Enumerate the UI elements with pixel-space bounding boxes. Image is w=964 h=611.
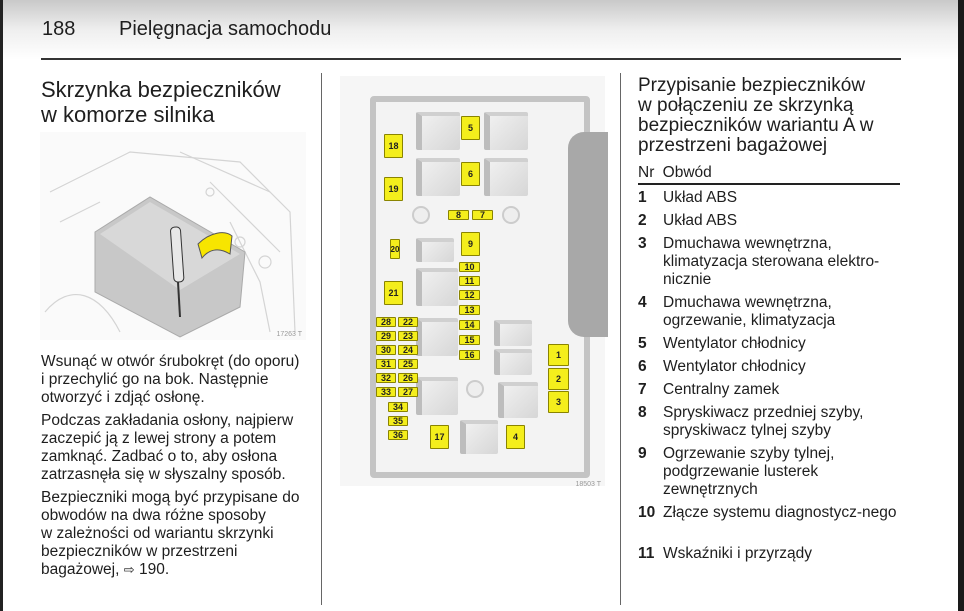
relay (416, 268, 458, 306)
arrow-reference-icon: ⇨ (123, 562, 135, 577)
fuse-5: 5 (461, 116, 480, 140)
page-number: 188 (42, 18, 76, 40)
paragraph-close-cover: Podczas zakładania osłony, najpierw zaczepić ją z lewej strony a potem zamknąć. Zadbać o to, aby osłona zatrzasnęła się w słyszalny sposób. (41, 412, 294, 483)
paragraph-fuse-variants: Bezpieczniki mogą być przypisane do obwodów na dwa różne sposoby w zależności od wariantu skrzynki bezpieczników w przestrzeni bagażowej, ⇨ 190. (41, 489, 300, 578)
fuse-27: 27 (398, 387, 418, 397)
bolt (502, 206, 520, 224)
fuse-35: 35 (388, 416, 408, 426)
relay (416, 377, 458, 415)
bolt (466, 380, 484, 398)
table-row: 6 Wentylator chłodnicy (638, 358, 806, 375)
relay (416, 112, 460, 150)
bolt (412, 206, 430, 224)
table-row: 10 Złącze systemu diagnostycz-nego (638, 504, 897, 521)
fuse-34: 34 (388, 402, 408, 412)
fuse-22: 22 (398, 317, 418, 327)
fuse-18: 18 (384, 134, 403, 158)
relay (484, 158, 528, 196)
page-reference-link[interactable]: 190. (138, 561, 170, 578)
fuse-4: 4 (506, 425, 525, 449)
fuse-17: 17 (430, 425, 449, 449)
fuse-7: 7 (472, 210, 493, 220)
fuse-15: 15 (459, 335, 480, 345)
engine-fusebox-illustration (40, 132, 306, 340)
fuse-28: 28 (376, 317, 396, 327)
column-divider-1 (321, 73, 322, 605)
fuse-11: 11 (459, 276, 480, 286)
table-row: 3 Dmuchawa wewnętrzna, klimatyzacja sterowana elektro-nicznie (638, 235, 880, 288)
fuse-24: 24 (398, 345, 418, 355)
diagram-figure-id: 18503 T (575, 481, 601, 488)
relay (416, 238, 454, 262)
table-row: 2 Układ ABS (638, 212, 738, 229)
illustration-id: 17263 T (276, 331, 302, 338)
relay (484, 112, 528, 150)
fuse-16: 16 (459, 350, 480, 360)
page-edge-left (0, 0, 3, 611)
fuse-29: 29 (376, 331, 396, 341)
fuse-10: 10 (459, 262, 480, 272)
fuse-26: 26 (398, 373, 418, 383)
relay (416, 318, 458, 356)
fuse-12: 12 (459, 290, 480, 300)
relay (460, 420, 498, 454)
fuse-box-housing (370, 96, 590, 478)
fuse-8: 8 (448, 210, 469, 220)
table-row: 1 Układ ABS (638, 189, 738, 206)
fuse-31: 31 (376, 359, 396, 369)
fuse-14: 14 (459, 320, 480, 330)
fuse-table-header (638, 164, 716, 182)
fuse-6: 6 (461, 162, 480, 186)
fuse-19: 19 (384, 177, 403, 201)
left-heading: Skrzynka bezpieczników w komorze silnika (41, 77, 281, 127)
header-rule (41, 58, 901, 60)
fuse-33: 33 (376, 387, 396, 397)
fuse-3: 3 (548, 391, 569, 413)
relay (416, 158, 460, 196)
section-title: Pielęgnacja samochodu (119, 18, 332, 40)
table-row: 4 Dmuchawa wewnętrzna, ogrzewanie, klimatyzacja (638, 294, 836, 329)
relay (494, 349, 532, 375)
fuse-21: 21 (384, 281, 403, 305)
fuse-20: 20 (390, 239, 400, 259)
column-header-circuit: Obwód (662, 164, 712, 181)
page-edge-right (958, 0, 964, 611)
table-row: 9 Ogrzewanie szyby tylnej, podgrzewanie lusterek zewnętrznych (638, 445, 835, 498)
column-divider-2 (620, 73, 621, 605)
connector-bar (568, 132, 608, 337)
table-row: 5 Wentylator chłodnicy (638, 335, 806, 352)
relay (494, 320, 532, 346)
right-heading: Przypisanie bezpieczników w połączeniu ze skrzynką bezpieczników wariantu A w przestrzeni bagażowej (638, 75, 874, 156)
fuse-9: 9 (461, 232, 480, 256)
fuse-25: 25 (398, 359, 418, 369)
fuse-23: 23 (398, 331, 418, 341)
fuse-box-diagram (340, 76, 605, 486)
table-row: 11 Wskaźniki i przyrządy (638, 545, 812, 562)
paragraph-open-cover: Wsunąć w otwór śrubokręt (do oporu) i przechylić go na bok. Następnie otworzyć i zdjąć osłonę. (41, 353, 300, 406)
fuse-36: 36 (388, 430, 408, 440)
fuse-1: 1 (548, 344, 569, 366)
fuse-30: 30 (376, 345, 396, 355)
relay (498, 382, 538, 418)
table-header-rule (638, 183, 900, 185)
fuse-32: 32 (376, 373, 396, 383)
table-row: 7 Centralny zamek (638, 381, 780, 398)
column-header-nr: Nr (638, 164, 655, 181)
table-row: 8 Spryskiwacz przedniej szyby, spryskiwacz tylnej szyby (638, 404, 864, 439)
fuse-2: 2 (548, 368, 569, 390)
fuse-13: 13 (459, 305, 480, 315)
